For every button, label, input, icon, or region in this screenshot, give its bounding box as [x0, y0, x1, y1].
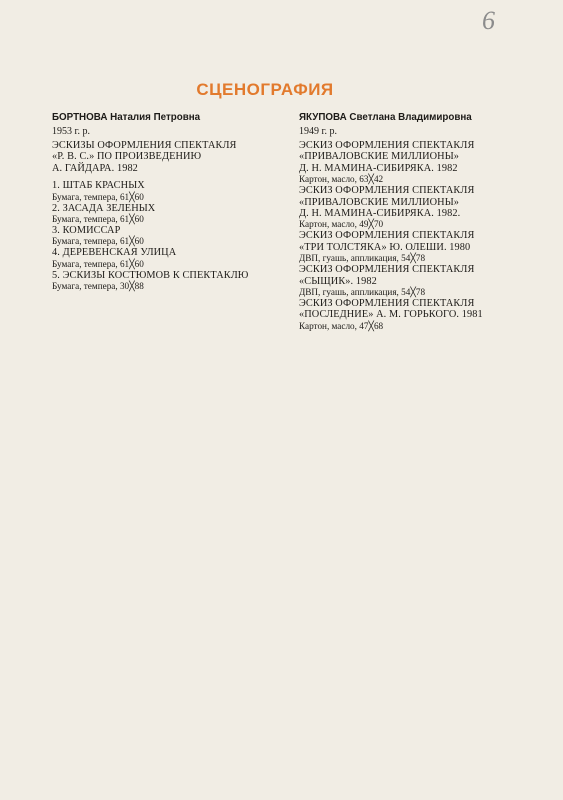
catalog-entry: [299, 140, 529, 185]
work-title-line: «ПРИВАЛОВСКИЕ МИЛЛИОНЫ»: [299, 196, 460, 208]
catalog-entry: [52, 225, 284, 247]
work-details: Бумага, темпера, 61╳60: [52, 258, 144, 269]
work-details: Картон, масло, 63╳42: [299, 174, 384, 185]
work-details: Картон, масло, 49╳70: [299, 219, 384, 230]
catalog-entry: [52, 247, 284, 269]
work-title-line: ЭСКИЗ ОФОРМЛЕНИЯ СПЕКТАКЛЯ: [299, 264, 475, 276]
page-number: 6: [482, 6, 495, 35]
work-title-line: ЭСКИЗ ОФОРМЛЕНИЯ СПЕКТАКЛЯ: [299, 140, 475, 151]
work-title: 2. ЗАСАДА ЗЕЛЕНЫХ: [52, 202, 156, 214]
work-details: Бумага, темпера, 61╳60: [52, 236, 144, 247]
work-title: 1. ШТАБ КРАСНЫХ: [52, 180, 145, 192]
series-heading-line: «Р. В. С.» ПО ПРОИЗВЕДЕНИЮ: [52, 151, 202, 163]
work-title-line: Д. Н. МАМИНА-СИБИРЯКА. 1982: [299, 162, 458, 174]
catalog-entry: [299, 298, 529, 332]
catalog-entry: [299, 264, 529, 298]
page-title: СЦЕНОГРАФИЯ: [196, 80, 334, 99]
work-title-line: «ПРИВАЛОВСКИЕ МИЛЛИОНЫ»: [299, 151, 460, 163]
work-title-line: ЭСКИЗ ОФОРМЛЕНИЯ СПЕКТАКЛЯ: [299, 185, 475, 197]
work-title: 5. ЭСКИЗЫ КОСТЮМОВ К СПЕКТАКЛЮ: [52, 269, 249, 281]
work-details: ДВП, гуашь, аппликация, 54╳78: [299, 287, 426, 298]
work-title-line: «ПОСЛЕДНИЕ» А. М. ГОРЬКОГО. 1981: [299, 309, 483, 321]
catalog-entry: [52, 203, 284, 225]
catalog-entry: [299, 230, 529, 264]
author-name: ЯКУПОВА Светлана Владимировна: [299, 112, 472, 123]
author-birth-year: 1949 г. р.: [299, 126, 337, 137]
work-title: 3. КОМИССАР: [52, 225, 121, 237]
work-details: Бумага, темпера, 61╳60: [52, 191, 144, 202]
catalog-column-right: [299, 112, 529, 332]
catalog-entry: [52, 270, 284, 292]
work-title-line: Д. Н. МАМИНА-СИБИРЯКА. 1982.: [299, 208, 461, 220]
work-title-line: «СЫЩИК». 1982: [299, 275, 377, 287]
work-title-line: ЭСКИЗ ОФОРМЛЕНИЯ СПЕКТАКЛЯ: [299, 298, 475, 310]
series-heading-line: ЭСКИЗЫ ОФОРМЛЕНИЯ СПЕКТАКЛЯ: [52, 140, 237, 151]
work-title: 4. ДЕРЕВЕНСКАЯ УЛИЦА: [52, 247, 177, 259]
series-heading-line: А. ГАЙДАРА. 1982: [52, 162, 138, 174]
work-details: Бумага, темпера, 61╳60: [52, 214, 144, 225]
author-birth-year: 1953 г. р.: [52, 126, 90, 137]
author-name: БОРТНОВА Наталия Петровна: [52, 112, 201, 123]
work-details: Картон, масло, 47╳68: [299, 320, 384, 331]
work-title-line: ЭСКИЗ ОФОРМЛЕНИЯ СПЕКТАКЛЯ: [299, 230, 475, 242]
catalog-column-left: [52, 112, 284, 292]
work-title-line: «ТРИ ТОЛСТЯКА» Ю. ОЛЕШИ. 1980: [299, 241, 471, 253]
catalog-entry: [52, 180, 284, 202]
catalog-entry: [299, 185, 529, 230]
work-details: Бумага, темпера, 30╳88: [52, 281, 144, 292]
work-details: ДВП, гуашь, аппликация, 54╳78: [299, 253, 426, 264]
